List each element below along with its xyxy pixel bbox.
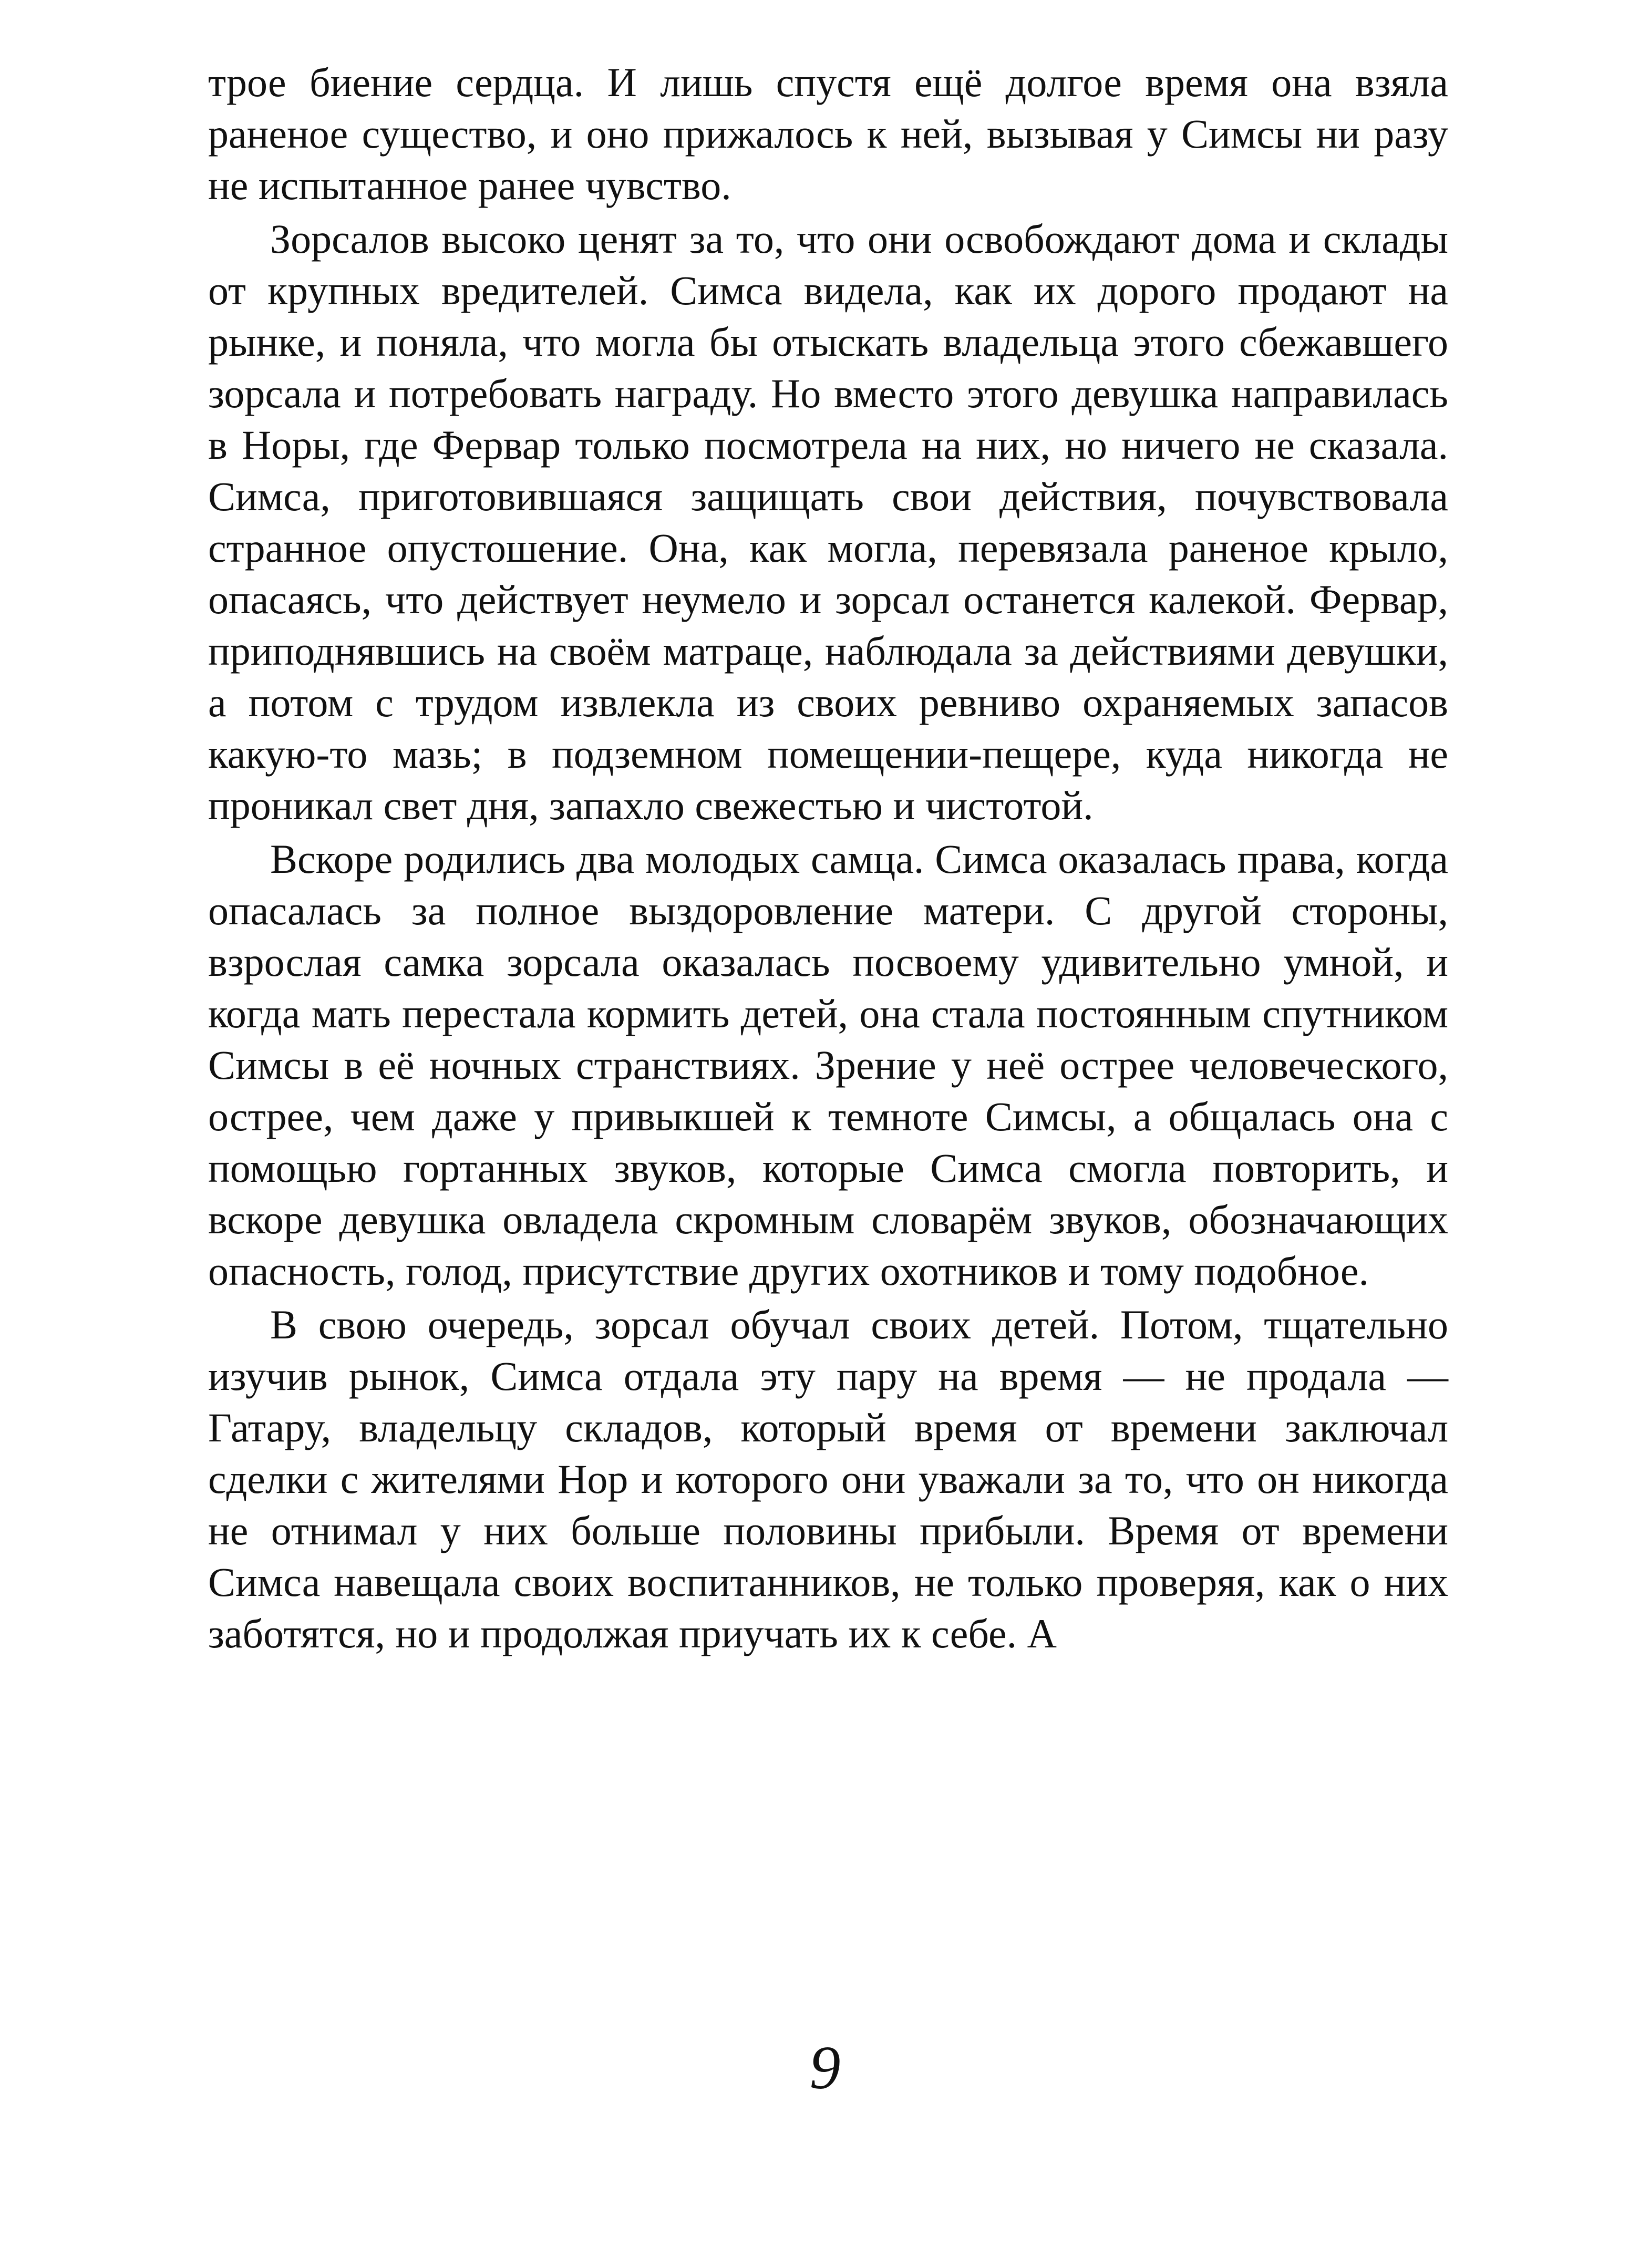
page-number: 9 xyxy=(809,2033,841,2102)
paragraph-2: Зорсалов высоко ценят за то, что они освобождают дома и склады от крупных вредителей. Симса видела, как их дорого продают на рынке, и поняла, что могла бы отыскать владельца этого сбежавшего зорсала и потребовать награду. Но вместо этого девушка направилась в Норы, где Фервар только посмотрела на них, но ничего не сказала. Симса, приготовившаяся защищать свои действия, почувствовала странное опустошение. Она, как могла, перевязала раненое крыло, опасаясь, что действует неумело и зорсал останется калекой. Фервар, приподнявшись на своём матраце, наблюдала за действиями девушки, а потом с трудом извлекла из своих ревниво охраняемых запасов какую-то мазь; в подземном помещении-пещере, куда никогда не проникал свет дня, запахло свежестью и чистотой. xyxy=(208,216,1448,828)
body-text xyxy=(208,57,1448,1662)
paragraph-4: В свою очередь, зорсал обучал своих детей. Потом, тщательно изучив рынок, Симса отдала эту пару на время — не продала — Гатару, владельцу складов, который время от времени заключал сделки с жителями Нор и которого они уважали за то, что он никогда не отнимал у них больше половины прибыли. Время от времени Симса навещала своих воспитанников, не только проверяя, как о них заботятся, но и продолжая приучать их к себе. А xyxy=(208,1302,1448,1656)
paragraph-1: трое биение сердца. И лишь спустя ещё долгое время она взяла раненое существо, и оно прижалось к ней, вызывая у Симсы ни разу не испытанное ранее чувство. xyxy=(208,59,1448,208)
paragraph-3: Вскоре родились два молодых самца. Симса оказалась права, когда опасалась за полное выздоровление матери. С другой стороны, взрослая самка зорсала оказалась посвоему удивительно умной, и когда мать перестала кормить детей, она стала постоянным спутником Симсы в её ночных странствиях. Зрение у неё острее человеческого, острее, чем даже у привыкшей к темноте Симсы, а общалась она с помощью гортанных звуков, которые Симса смогла повторить, и вскоре девушка овладела скромным словарём звуков, обозначающих опасность, голод, присутствие других охотников и тому подобное. xyxy=(208,836,1448,1294)
